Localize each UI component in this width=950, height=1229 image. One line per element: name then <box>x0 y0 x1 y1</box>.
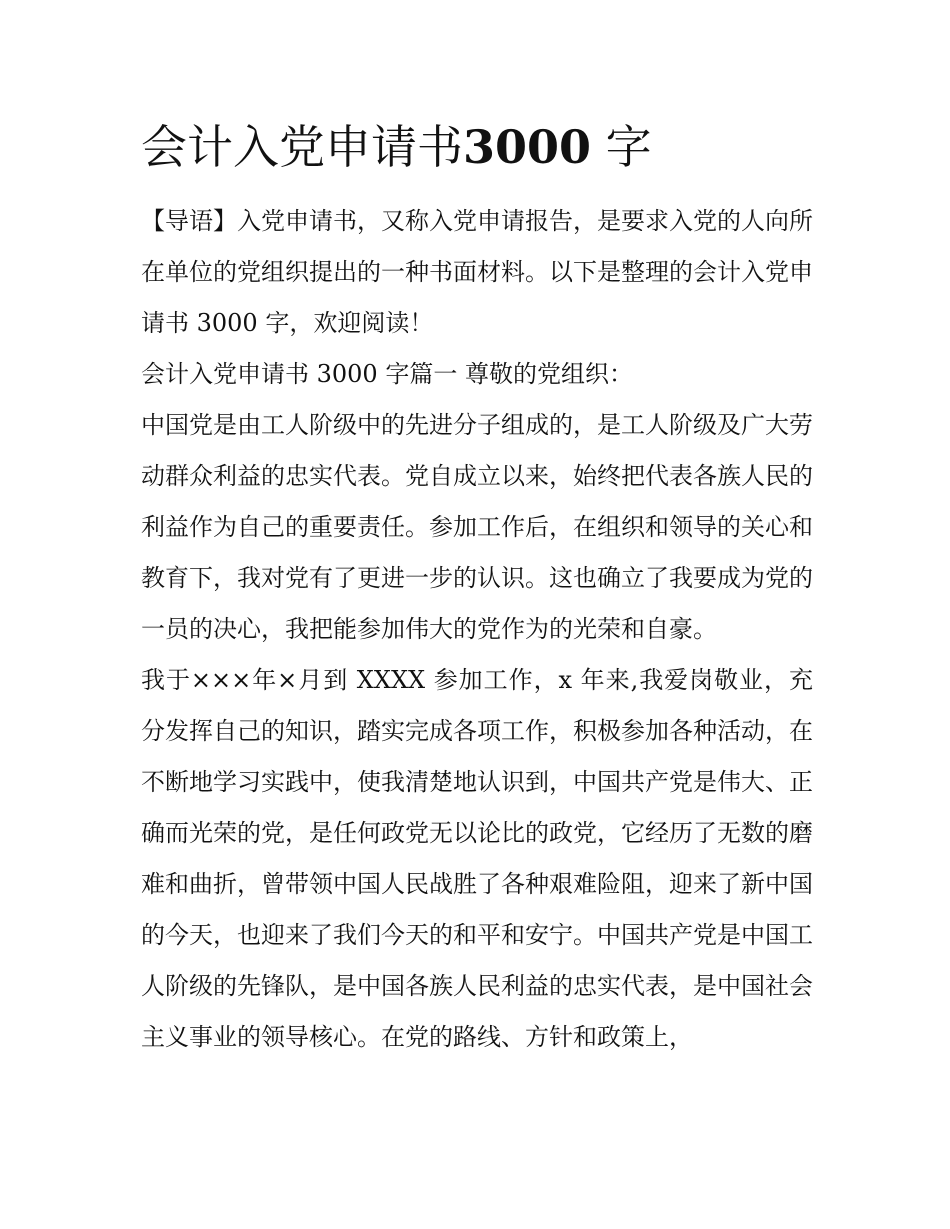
intro-paragraph: 【导语】入党申请书，又称入党申请报告，是要求入党的人向所在单位的党组织提出的一种书面材料。以下是整理的会计入党申请书 3000 字，欢迎阅读！ <box>141 207 813 337</box>
document-body <box>141 112 813 1063</box>
title-suffix: 字 <box>591 120 652 174</box>
title-text: 会计入党申请书 <box>141 120 463 174</box>
title-number: 3000 <box>463 120 592 174</box>
body-paragraph: 中国党是由工人阶级中的先进分子组成的，是工人阶级及广大劳动群众利益的忠实代表。党自成立以来，始终把代表各族人民的利益作为自己的重要责任。参加工作后，在组织和领导的关心和教育下，我对党有了更进一步的认识。这也确立了我要成为党的一员的决心，我把能参加伟大的党作为的光荣和自豪。 <box>141 411 813 643</box>
document-title <box>141 112 813 182</box>
section-heading: 会计入党申请书 3000 字篇一 尊敬的党组织： <box>141 360 633 388</box>
body-paragraph: 我于×××年×月到 XXXX 参加工作，x 年来,我爱岗敬业，充分发挥自己的知识，踏实完成各项工作，积极参加各种活动，在不断地学习实践中，使我清楚地认识到，中国共产党是伟大、正确而光荣的党，是任何政党无以论比的政党，它经历了无数的磨难和曲折，曾带领中国人民战胜了各种艰难险阻，迎来了新中国的今天，也迎来了我们今天的和平和安宁。中国共产党是中国工人阶级的先锋队，是中国各族人民利益的忠实代表，是中国社会主义事业的领导核心。在党的路线、方针和政策上， <box>141 666 813 1051</box>
